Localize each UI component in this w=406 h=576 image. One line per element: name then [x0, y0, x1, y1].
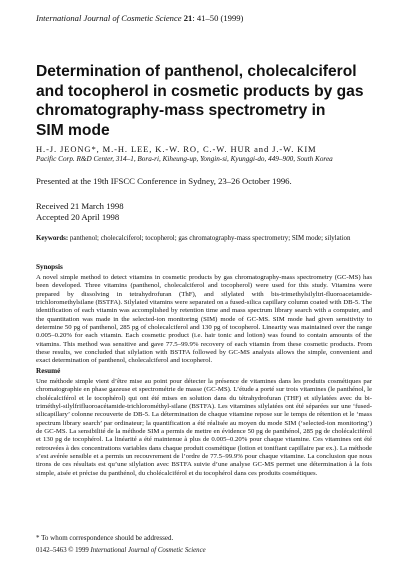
synopsis-text: A novel simple method to detect vitamins in cosmetic products by gas chromatography-mass spectrometry (GC-MS) has been developed. Three vitamins (panthenol, cholecalciferol and tocopherol) were used for this study. Vitamins were prepared by dissolving in tetrahydrofuran (ThF), and silylated with bis-trimethylsilyltri-fluoroacetamide-trichloromethylsilane (BSTFA). Silylated vitamins were separated on a fused-silica capillary column coated with DB-5. The identification of each vitamin was accomplished by retention time and mass spectrum library search with a computer, and the quantitation was made in the selected-ion monitoring (SIM) mode of GC-MS. SIM mode had given sensitivity to determine 50 pg of panthenol, 285 pg of cholecalciferol and 130 pg of tocopherol. Linearity was maintained over the range 0.005–0.20% for each vitamin. Each cosmetic product (i.e. hair tonic and lotion) was found to contain amounts of the vitamins. This method was sensitive and gave 77.5–99.9% recovery of each vitamin from these cosmetic products. From these results, we concluded that silylation with BSTFA followed by GC-MS analysis allows the simple, convenient and exact determination of panthenol, cholecalciferol and tocopherol.: [36, 274, 372, 365]
title-line: SIM mode: [36, 121, 110, 139]
keywords-label: Keywords:: [36, 235, 69, 242]
affiliation: Pacific Corp. R&D Center, 314–1, Bora-ri, Kiheung-up, Yongin-si, Kyunggi-do, 449–900, South Korea: [36, 155, 333, 163]
dates-block: [36, 201, 124, 223]
correspondence-footnote: * To whom correspondence should be addressed.: [36, 534, 174, 542]
conference-note: Presented at the 19th IFSCC Conference in Sydney, 23–26 October 1996.: [36, 176, 292, 186]
title-line: Determination of panthenol, cholecalciferol: [36, 63, 357, 80]
resume-heading: Resumé: [36, 367, 61, 375]
accepted-date: Accepted 20 April 1998: [36, 211, 120, 222]
resume-text: Une méthode simple vient d’être mise au point pour détecter la présence de vitamines dans les produits cosmétiques par chromatographie en phase gazeuse et spectrométrie de masse (GC-MS). L’étude a porté sur trois vitamines (le panthénol, le cholécalciférol et le tocophérol) qui ont été mises en solution dans du tétrahydrofuran (THF) et silylatées avec du bi-triméthyl-silylfrifluoroacétamide-trichlorométhyl-silane (BSTFA). Les vitamines silylatées ont été séparées sur une ‘fused-silicapillary’ colonne recouverte de DB-5. La détermination de chaque vitamine repose sur le temps de rétention et le ‘mass spectrum library search’ par ordinateur; la quantification a été réalisée au moyen du mode SIM (‘selected-ion monitoring’) de GC-MS. La sensibilité de la méthode SIM a permis de mettre en évidence 50 pg de panthénol, 285 pg de cholécalciférol et 130 pg de tocophérol. La linéarité a été maintenue à plus de 0.005–0.20% pour chaque vitamine. Ces vitamines ont été retrouvées à des concentrations variables dans chaque produit cosmétique (lotion et tonifiant capillaire par ex.). La méthode s’est avérée sensible et a permis un recouvrement de l’ordre de 77.5–99.9% pour chaque vitamine. La conclusion que nous tirons de ces résultats est qu’une silylation avec BSTFA suivie d’une analyse GC-MS permet une détermination à la fois simple, aisée et précise du panthénol, du cholécalciférol et du tocophérol dans ces produits cosmétiques.: [36, 378, 372, 477]
journal-name: International Journal of Cosmetic Science: [36, 13, 182, 23]
title-line: and tocopherol in cosmetic products by gas: [36, 82, 364, 100]
journal-volume: 21: [183, 13, 193, 23]
title-line: chromatography-mass spectrometry in: [36, 102, 326, 119]
copyright-prefix: 0142–5463 © 1999: [36, 547, 91, 554]
received-date: Received 21 March 1998: [36, 201, 124, 211]
copyright-journal: International Journal of Cosmetic Science: [90, 547, 206, 554]
synopsis-heading: Synopsis: [36, 263, 63, 271]
keywords: [36, 235, 372, 244]
keywords-text: panthenol; cholecalciferol; tocopherol; gas chromatography-mass spectrometry; SIM mode; silylation: [68, 235, 351, 242]
journal-pages: : 41–50 (1999): [192, 13, 244, 23]
author-list: H.-J. JEONG*, M.-H. LEE, K.-W. RO, C.-W. HUR and J.-W. KIM: [36, 144, 317, 154]
copyright-line: [36, 547, 206, 554]
article-title: [36, 62, 376, 140]
journal-header: [36, 13, 243, 23]
